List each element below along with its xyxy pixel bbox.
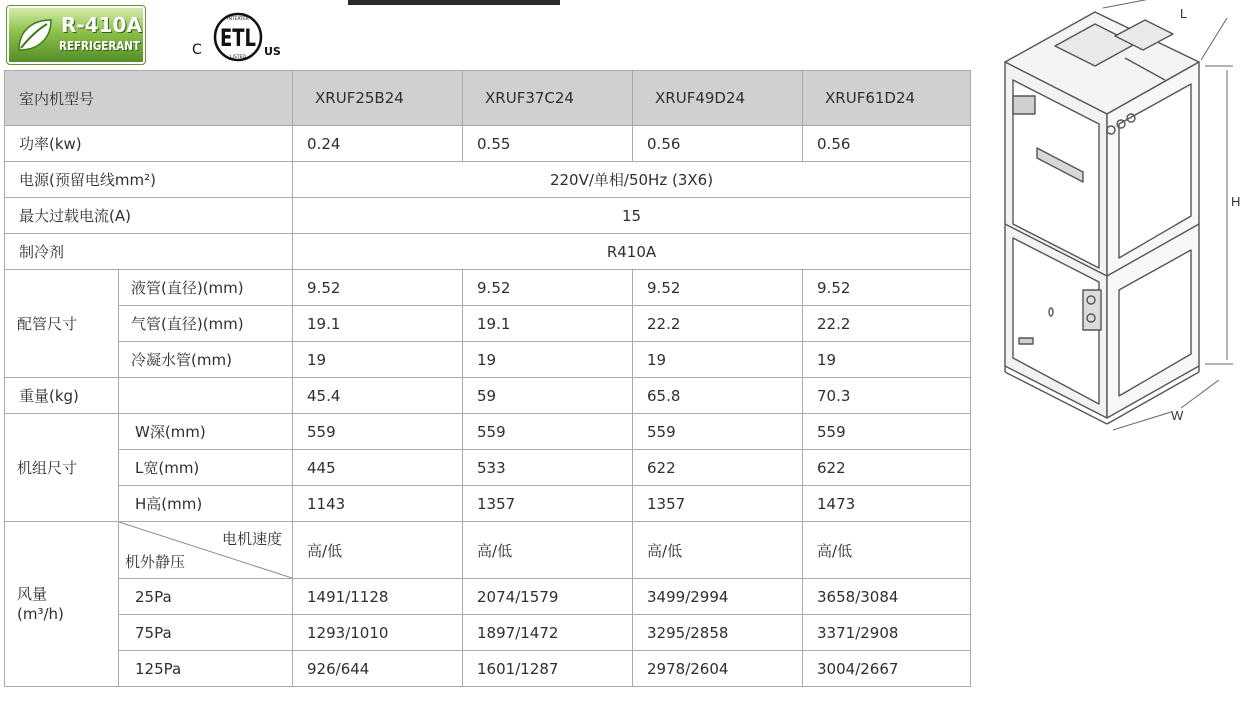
refrigerant-row: [5, 234, 971, 270]
table-cell: 9.52: [293, 270, 463, 306]
r410a-refrigerant-logo: [6, 5, 146, 65]
dimension-label-l: L: [1180, 6, 1188, 21]
table-cell: 1357: [463, 486, 633, 522]
row-sublabel: H高(mm): [119, 486, 293, 522]
power-row: [5, 126, 971, 162]
table-cell: 3004/2667: [803, 651, 971, 687]
etl-top-text: INTERTEK: [227, 17, 249, 22]
row-label: 重量(kg): [5, 378, 119, 414]
spec-table: [4, 70, 971, 687]
piping-row: [5, 270, 971, 306]
speed-value: 高/低: [633, 522, 803, 579]
overload-current-row: [5, 198, 971, 234]
motor-speed-label: 电机速度: [222, 530, 283, 548]
empty-cell: [119, 378, 293, 414]
power-supply-value: 220V/单相/50Hz (3X6): [293, 162, 971, 198]
airflow-label-line1: 风量: [17, 585, 48, 603]
speed-value: 高/低: [803, 522, 971, 579]
table-cell: 19.1: [463, 306, 633, 342]
table-cell: 559: [463, 414, 633, 450]
table-cell: 1491/1128: [293, 579, 463, 615]
weight-value: 65.8: [633, 378, 803, 414]
table-cell: 3371/2908: [803, 615, 971, 651]
airflow-row: [5, 615, 971, 651]
table-cell: 1293/1010: [293, 615, 463, 651]
overload-current-value: 15: [293, 198, 971, 234]
weight-value: 45.4: [293, 378, 463, 414]
diagonal-header-cell: [119, 522, 293, 579]
table-cell: 3295/2858: [633, 615, 803, 651]
table-cell: 9.52: [463, 270, 633, 306]
dimension-row: [5, 450, 971, 486]
table-cell: 19: [803, 342, 971, 378]
table-cell: 559: [633, 414, 803, 450]
table-cell: 1897/1472: [463, 615, 633, 651]
motor-speed-row: [5, 522, 971, 579]
row-label: 电源(预留电线mm²): [5, 162, 293, 198]
table-cell: 1357: [633, 486, 803, 522]
model-header: XRUF49D24: [633, 71, 803, 126]
row-sublabel: 冷凝水管(mm): [119, 342, 293, 378]
table-cell: 3499/2994: [633, 579, 803, 615]
table-cell: 445: [293, 450, 463, 486]
airflow-row: [5, 579, 971, 615]
logo-refrigerant-code: R-410A: [61, 13, 142, 37]
table-cell: 19.1: [293, 306, 463, 342]
etl-letters: ETL: [220, 24, 256, 52]
table-cell: 9.52: [633, 270, 803, 306]
table-cell: 926/644: [293, 651, 463, 687]
row-sublabel: W深(mm): [119, 414, 293, 450]
row-sublabel: 液管(直径)(mm): [119, 270, 293, 306]
etl-bottom-text: LISTED: [230, 55, 246, 60]
dimension-row: [5, 486, 971, 522]
table-cell: 2978/2604: [633, 651, 803, 687]
row-sublabel: 气管(直径)(mm): [119, 306, 293, 342]
weight-value: 70.3: [803, 378, 971, 414]
etl-listed-mark: [186, 9, 290, 65]
table-cell: 19: [293, 342, 463, 378]
piping-group-label: 配管尺寸: [5, 270, 119, 378]
piping-row: [5, 342, 971, 378]
row-sublabel: L宽(mm): [119, 450, 293, 486]
table-cell: 3658/3084: [803, 579, 971, 615]
airflow-group-label: [5, 522, 119, 687]
table-header-row: [5, 71, 971, 126]
row-label: 最大过载电流(A): [5, 198, 293, 234]
refrigerant-value: R410A: [293, 234, 971, 270]
power-value: 0.56: [803, 126, 971, 162]
model-header: XRUF37C24: [463, 71, 633, 126]
logo-refrigerant-word: REFRIGERANT: [59, 39, 140, 53]
indoor-model-label: 室内机型号: [5, 71, 293, 126]
row-label: 制冷剂: [5, 234, 293, 270]
model-header: XRUF25B24: [293, 71, 463, 126]
power-value: 0.56: [633, 126, 803, 162]
table-cell: 22.2: [633, 306, 803, 342]
table-cell: 533: [463, 450, 633, 486]
power-value: 0.55: [463, 126, 633, 162]
table-cell: 19: [633, 342, 803, 378]
etl-right-text: US: [264, 45, 281, 58]
piping-row: [5, 306, 971, 342]
leaf-icon: [15, 16, 55, 56]
table-cell: 22.2: [803, 306, 971, 342]
air-handler-unit-drawing: [975, 0, 1258, 460]
table-cell: 559: [293, 414, 463, 450]
power-value: 0.24: [293, 126, 463, 162]
speed-value: 高/低: [463, 522, 633, 579]
row-label: 功率(kw): [5, 126, 293, 162]
power-supply-row: [5, 162, 971, 198]
etl-left-text: C: [192, 42, 202, 58]
table-cell: 19: [463, 342, 633, 378]
row-sublabel: 125Pa: [119, 651, 293, 687]
top-cropped-rule: [348, 0, 560, 5]
dimensions-group-label: 机组尺寸: [5, 414, 119, 522]
table-cell: 2074/1579: [463, 579, 633, 615]
table-cell: 1473: [803, 486, 971, 522]
row-sublabel: 25Pa: [119, 579, 293, 615]
table-cell: 622: [633, 450, 803, 486]
table-cell: 559: [803, 414, 971, 450]
dimension-row: [5, 414, 971, 450]
speed-value: 高/低: [293, 522, 463, 579]
row-sublabel: 75Pa: [119, 615, 293, 651]
model-header: XRUF61D24: [803, 71, 971, 126]
static-pressure-label: 机外静压: [125, 553, 186, 571]
weight-row: [5, 378, 971, 414]
dimension-label-h: H: [1231, 194, 1241, 209]
table-cell: 1601/1287: [463, 651, 633, 687]
table-cell: 1143: [293, 486, 463, 522]
airflow-row: [5, 651, 971, 687]
table-cell: 9.52: [803, 270, 971, 306]
table-cell: 622: [803, 450, 971, 486]
airflow-label-line2: (m³/h): [17, 605, 64, 623]
dimension-label-w: W: [1171, 408, 1184, 423]
weight-value: 59: [463, 378, 633, 414]
